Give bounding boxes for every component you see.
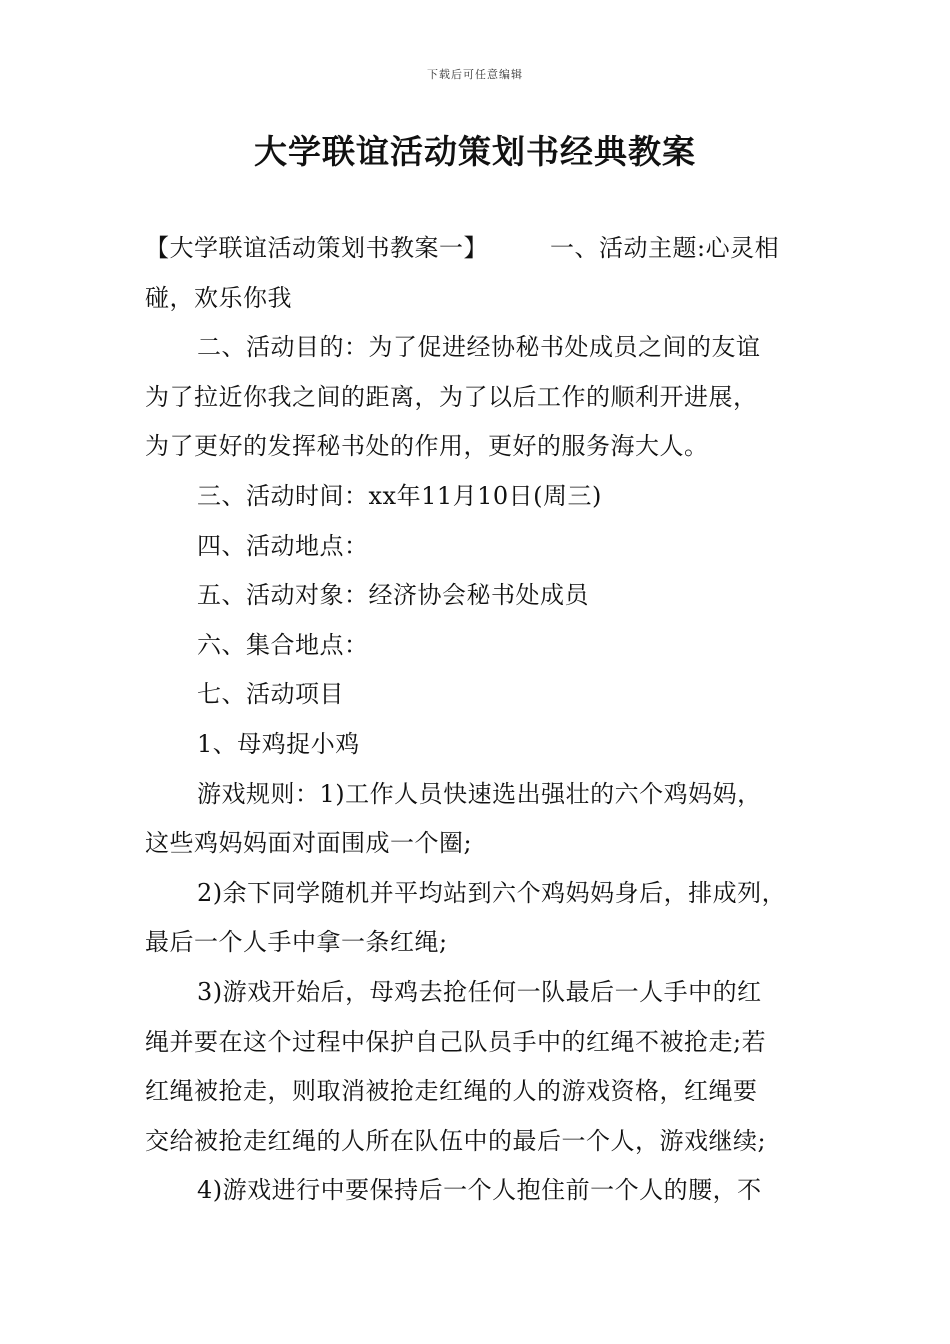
line-text: 为了拉近你我之间的距离，为了以后工作的顺利开进展，: [145, 382, 758, 411]
paragraph-line: [145, 373, 810, 423]
line-text: 五、活动对象：经济协会秘书处成员: [197, 581, 589, 610]
line-text: 四、活动地点：: [197, 531, 369, 560]
line-text: 这些鸡妈妈面对面围成一个圈;: [145, 829, 473, 858]
paragraph-line: [145, 1166, 810, 1216]
paragraph-line: [145, 1067, 810, 1117]
line-text: 为了更好的发挥秘书处的作用，更好的服务海大人。: [145, 432, 709, 461]
paragraph-line: [145, 670, 810, 720]
paragraph-line: [145, 472, 810, 522]
line-text: 3)游戏开始后，母鸡去抢任何一队最后一人手中的红: [197, 977, 762, 1006]
header-note: 下载后可任意编辑: [427, 68, 523, 81]
paragraph-line: [145, 819, 810, 869]
paragraph-line: [145, 720, 810, 770]
paragraph-line: [145, 621, 810, 671]
paragraph-line: [145, 522, 810, 572]
line-tail-text: 一、活动主题:心灵相: [550, 234, 780, 262]
line-text: 【大学联谊活动策划书教案一】: [145, 234, 488, 262]
document-title: 大学联谊活动策划书经典教案: [254, 132, 696, 171]
paragraph-line: [145, 1018, 810, 1068]
line-text: 六、集合地点：: [197, 630, 369, 659]
paragraph-line: [145, 1117, 810, 1167]
line-text: 七、活动项目: [197, 680, 344, 709]
line-text: 2)余下同学随机并平均站到六个鸡妈妈身后，排成列，: [197, 878, 787, 907]
paragraph-line: [145, 274, 810, 324]
line-text: 绳并要在这个过程中保护自己队员手中的红绳不被抢走;若: [145, 1027, 767, 1056]
line-text: 1、母鸡捉小鸡: [197, 729, 360, 758]
line-text: 游戏规则：1)工作人员快速选出强壮的六个鸡妈妈，: [197, 779, 762, 808]
document-body: [145, 224, 810, 1216]
paragraph-line: [145, 323, 810, 373]
line-text: 4)游戏进行中要保持后一个人抱住前一个人的腰，不: [197, 1176, 762, 1205]
line-text: 交给被抢走红绳的人所在队伍中的最后一个人，游戏继续;: [145, 1126, 767, 1155]
line-text: 红绳被抢走，则取消被抢走红绳的人的游戏资格，红绳要: [145, 1077, 758, 1106]
line-text: 三、活动时间：xx年11月10日(周三): [197, 481, 602, 510]
paragraph-line: [145, 571, 810, 621]
paragraph-line: [145, 869, 810, 919]
paragraph-line: [145, 968, 810, 1018]
paragraph-line: [145, 770, 810, 820]
paragraph-line: [145, 224, 810, 274]
paragraph-line: [145, 422, 810, 472]
paragraph-line: [145, 918, 810, 968]
line-text: 最后一个人手中拿一条红绳;: [145, 928, 448, 957]
line-text: 碰，欢乐你我: [145, 283, 292, 312]
line-text: 二、活动目的：为了促进经协秘书处成员之间的友谊: [197, 333, 761, 362]
